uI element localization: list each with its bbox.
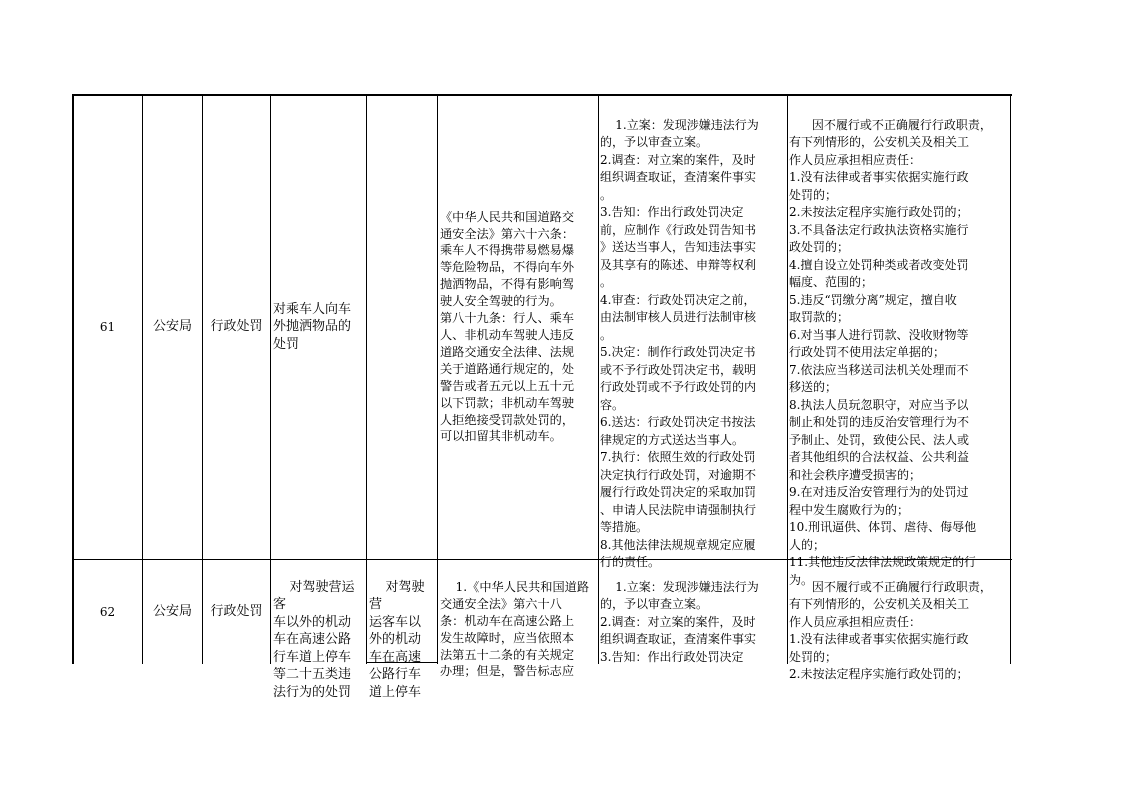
accountability-cell [789, 561, 1010, 681]
legal-basis-cell [440, 562, 598, 679]
column-divider [437, 94, 438, 664]
category: 行政处罚 [210, 319, 263, 335]
item-name: 对乘车人向车 外抛洒物品的 处罚 [273, 301, 352, 352]
accountability-text: 因不履行或不正确履行行政职责， 有下列情形的，公安机关及相关工 作人员应承担相应责任： 1.没有法律或者事实依据实施行政 处罚的； 2.未按法定程序实施行政处罚的； 3.不具备法定行政执法资格实施行 政处罚的； 4.擅自设立处罚种类或者改变处罚 幅度、范围的； 5.违反“罚缴分离”规定，擅自收 取罚款的； 6.对当事人进行罚款、没收财物等 行政处罚不使用法定单据的； 7.依法应当移送司法机关处理而不 移送的； 8.执法人员玩忽职守，对应当予以 制止和处罚的违反治安管理行为不 予制止、处罚，致使公民、法人或 者其他组织的合法权益、公共利益 和社会秩序遭受损害的； 9.在对违反治安管理行为的处罚过 程中发生腐败行为的； 10.刑讯逼供、体罚、虐待、侮辱他 人的； 11.其他违反法律法规政策规定的行 为。 [789, 117, 992, 587]
legal-basis: 《中华人民共和国道路交 通安全法》第六十六条： 乘车人不得携带易燃易爆 等危险物品，不得向车外 抛洒物品，不得有影响驾 驶人安全驾驶的行为。 第八十九条：行人、乘车 人、非机动车驾驶人违反 道路交通安全法律、法规 关于道路通行规定的，处 警告或者五元以上五十元 以下罚款；非机动车驾驶 人拒绝接受罚款处罚的， 可以扣留其非机动车。 [440, 209, 575, 444]
item-name: 对驾驶营运客 车以外的机动 车在高速公路 行车道上停车 等二十五类违 法行为的处罚 [273, 579, 355, 700]
responsibility-text: 1.立案：发现涉嫌违法行为 的，予以审查立案。 2.调查：对立案的案件，及时 组织调查取证，查清案件事实 。 3.告知：作出行政处罚决定 前，应制作《行政处罚告知书 》送达当事人，告知违法事实 及其享有的陈述、申辩等权利 。 4.审查：行政处罚决定之前， 由法制审核人员进行法制审核 。 5.决定：制作行政处罚决定书 或不予行政处罚决定书，载明 行政处罚或不予行政处罚的内 容。 6.送达：行政处罚决定书按法 律规定的方式送达当事人。 7.执行：依照生效的行政处罚 决定执行行政处罚，对逾期不 履行行政处罚决定的采取加罚 、申请人民法院申请强制执行 等措施。 8.其他法律法规规章规定应履 行的责任。 [600, 117, 759, 569]
sub-item-cell [369, 561, 437, 700]
column-divider [598, 94, 599, 664]
category-cell [203, 560, 270, 664]
responsibility-cell [600, 99, 787, 569]
accountability-text: 因不履行或不正确履行行政职责， 有下列情形的，公安机关及相关工 作人员应承担相应责任： 1.没有法律或者事实依据实施行政 处罚的； 2.未按法定程序实施行政处罚的； [789, 579, 992, 681]
column-divider [270, 94, 271, 664]
accountability-cell [789, 99, 1010, 587]
department: 公安局 [152, 319, 192, 335]
sub-item-cell [367, 95, 437, 559]
item-name-cell [273, 95, 366, 559]
legal-basis: 1.《中华人民共和国道路 交通安全法》第六十八 条：机动车在高速公路上 发生故障时，应当依照本 法第五十二条的有关规定 办理；但是，警告标志应 [440, 579, 590, 679]
category: 行政处罚 [210, 604, 263, 620]
department: 公安局 [152, 604, 192, 620]
responsibility-text: 1.立案：发现涉嫌违法行为 的，予以审查立案。 2.调查：对立案的案件，及时 组织调查取证，查清案件事实 3.告知：作出行政处罚决定 [600, 579, 759, 664]
department-cell [143, 95, 202, 559]
responsibility-cell [600, 561, 787, 664]
legal-basis-cell [440, 95, 598, 559]
row-number: 61 [99, 320, 116, 334]
table-right-border [1010, 94, 1011, 664]
column-divider [787, 94, 788, 664]
category-cell [203, 95, 270, 559]
department-cell [143, 560, 202, 664]
table-row [73, 95, 142, 559]
table-row [73, 560, 142, 664]
sub-item: 对驾驶营 运客车以 外的机动 车在高速 公路行车 道上停车 [369, 579, 425, 700]
item-name-cell [273, 561, 366, 700]
row-number: 62 [99, 605, 116, 619]
